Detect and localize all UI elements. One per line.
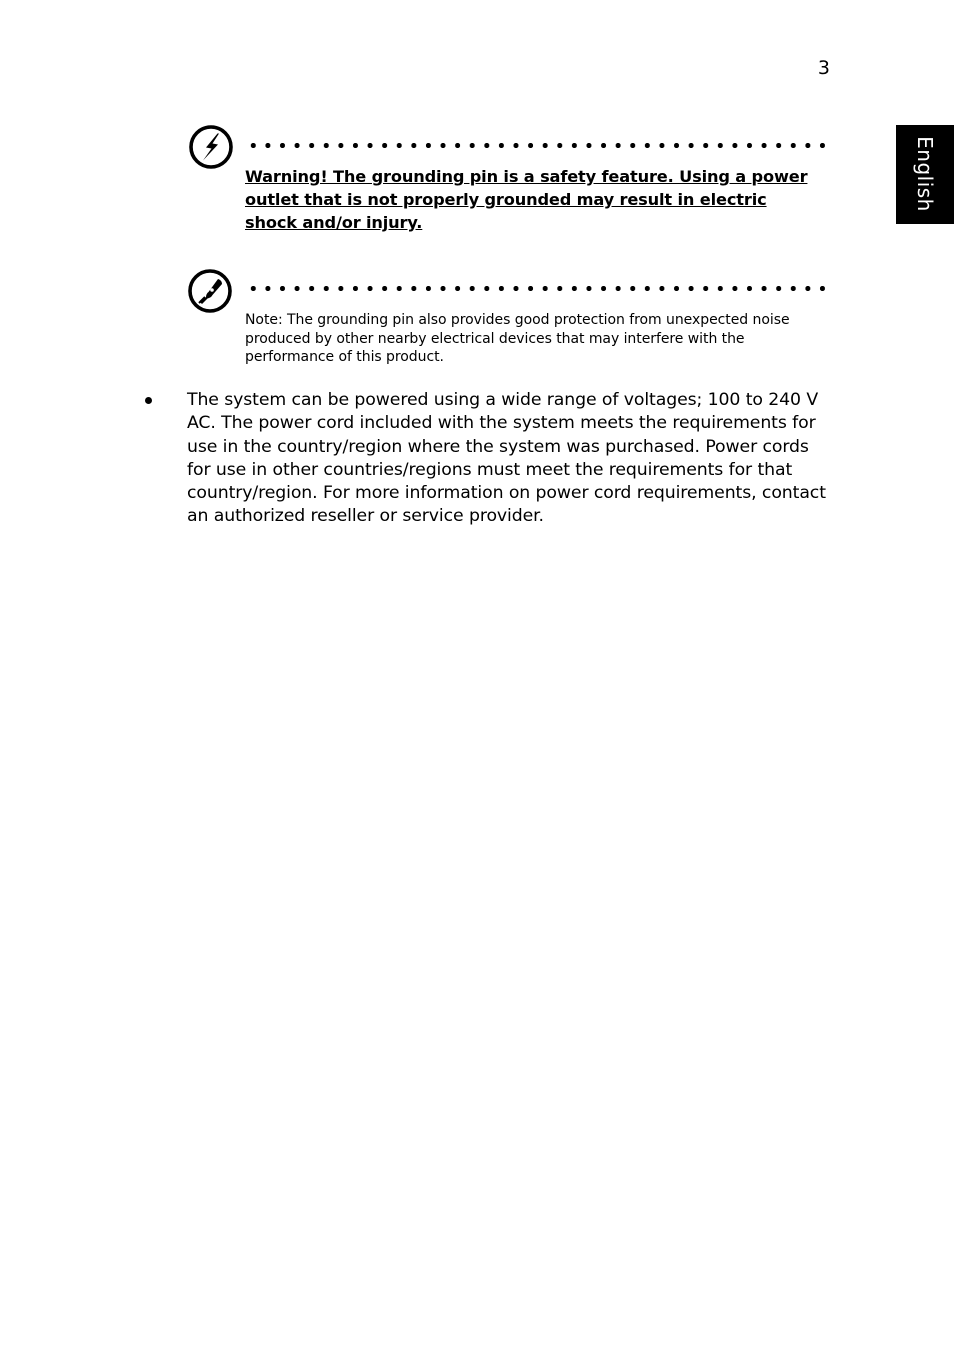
bullet-marker	[145, 394, 155, 404]
note-divider	[246, 286, 831, 291]
warning-text: Warning! The grounding pin is a safety feature. Using a power outlet that is not properly grounded may result in electric shock and/or injury.	[245, 167, 808, 232]
warning-divider	[246, 143, 831, 148]
language-tab	[896, 125, 954, 224]
page-number: 3	[817, 57, 830, 79]
note-label: Note:	[245, 312, 283, 328]
language-tab-label: English	[913, 136, 937, 212]
lightning-bolt-icon	[188, 124, 234, 170]
note-text	[245, 311, 825, 367]
pen-nib-icon	[187, 268, 233, 314]
note-body: The grounding pin also provides good protection from unexpected noise produced by other nearby electrical devices that may interfere with the performance of this product.	[245, 312, 790, 365]
bullet-item: The system can be powered using a wide range of voltages; 100 to 240 V AC. The power cord included with the system meets the requirements for use in the country/region where the system was purchased. Power cords for use in other countries/regions must meet the requirements for that country/region. For more information on power cord requirements, contact an authorized reseller or service provider.	[187, 390, 826, 527]
